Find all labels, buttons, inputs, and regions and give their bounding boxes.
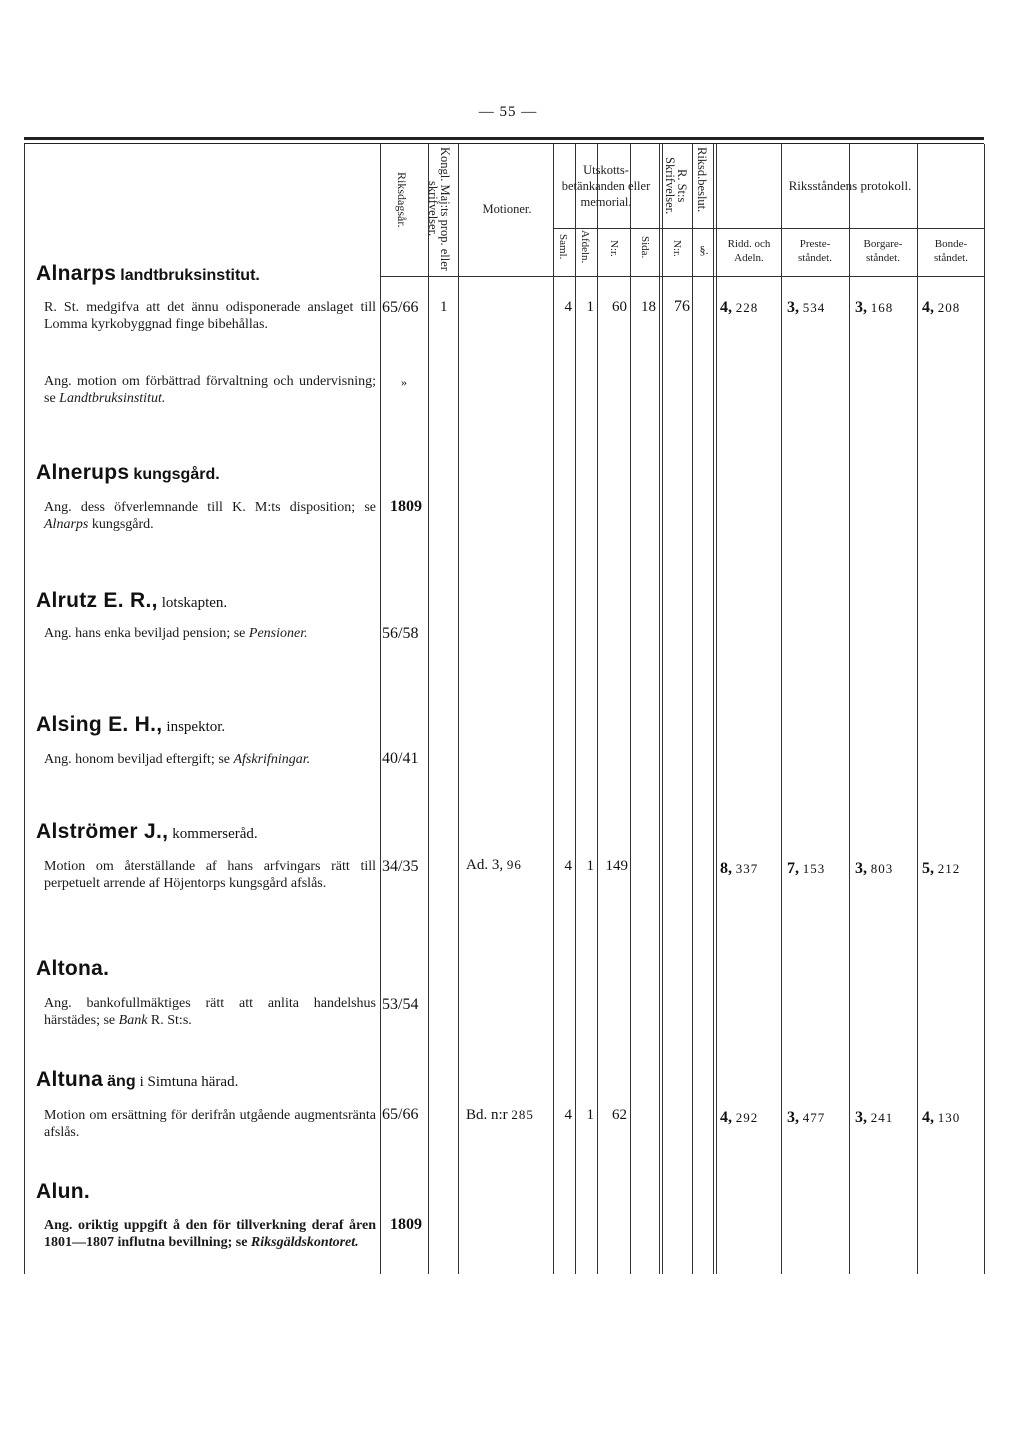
header-paragraf: §. <box>699 243 709 257</box>
year-cell: 56/58 <box>382 625 419 642</box>
header-preste: Preste-ståndet. <box>798 238 832 264</box>
entry-description: Ang. motion om förbättrad förvaltning och undervisning; se Landtbruksinstitut. <box>44 374 376 406</box>
col-divider <box>458 144 459 1274</box>
motion-cell: Bd. n:r 285 <box>466 1107 534 1123</box>
year-cell: 34/35 <box>382 858 419 875</box>
nr-cell: 149 <box>605 858 628 874</box>
borg-cell: 3, 803 <box>855 860 894 877</box>
bond-cell: 5, 212 <box>922 860 961 877</box>
col-divider <box>575 144 576 1274</box>
col-divider <box>630 144 631 1274</box>
col-divider <box>380 144 381 1274</box>
year-cell: » <box>401 375 407 389</box>
header-r-sts-nr: N:r. <box>671 240 683 257</box>
header-nr: N:r. <box>608 240 620 257</box>
entry-heading: Alrutz E. R., lotskapten. <box>36 589 228 612</box>
bond-cell: 4, 208 <box>922 299 961 316</box>
entry-description: Ang. bankofullmäktiges rätt att anlita handelshus härstädes; se Bank R. St:s. <box>44 996 376 1028</box>
header-utskotts: Utskotts-betänkanden eller memorial. <box>561 163 651 209</box>
header-ridd: Ridd. och Adeln. <box>727 238 771 264</box>
borg-cell: 3, 241 <box>855 1109 894 1126</box>
year-cell: 65/66 <box>382 299 419 316</box>
col-divider <box>781 144 782 1274</box>
entry-description: Ang. dess öfverlemnande till K. M:ts disposition; se Alnarps kungsgård. <box>44 500 376 532</box>
col-divider <box>713 144 714 1274</box>
col-divider <box>716 144 717 1274</box>
entry-description: R. St. medgifva att det ännu odisponerade anslaget till Lomma kyrkobyggnad finge bibehållas. <box>44 300 376 332</box>
col-divider <box>597 144 598 1274</box>
col-divider <box>428 144 429 1274</box>
entry-heading: Altuna äng i Simtuna härad. <box>36 1068 239 1091</box>
saml-cell: 4 <box>564 858 572 874</box>
col-divider <box>659 144 660 1274</box>
afd-cell: 1 <box>586 858 594 874</box>
bond-cell: 4, 130 <box>922 1109 961 1126</box>
col-divider <box>553 144 554 1274</box>
entry-description: Ang. oriktig uppgift å den för tillverkning deraf åren 1801—1807 influtna bevillning; se Riksgäldskontoret. <box>44 1218 376 1250</box>
entry-heading: Alun. <box>36 1180 90 1203</box>
header-afdeln: Afdeln. <box>579 230 591 264</box>
entry-heading: Alnarps landtbruksinstitut. <box>36 262 260 285</box>
nr-cell: 62 <box>612 1107 627 1123</box>
entry-heading: Alströmer J., kommerseråd. <box>36 820 258 843</box>
ridd-cell: 8, 337 <box>720 860 759 877</box>
saml-cell: 4 <box>564 299 572 315</box>
header-motioner: Motioner. <box>482 202 532 216</box>
prest-cell: 7, 153 <box>787 860 826 877</box>
nr-cell: 60 <box>612 299 627 315</box>
borg-cell: 3, 168 <box>855 299 894 316</box>
header-borgare: Borgare-ståndet. <box>863 238 903 264</box>
saml-cell: 4 <box>564 1107 572 1123</box>
header-protokoll: Riksståndens protokoll. <box>788 178 912 193</box>
sida-cell: 18 <box>641 299 656 315</box>
frame-right <box>984 144 985 1274</box>
year-cell: 40/41 <box>382 750 419 767</box>
col-divider <box>849 144 850 1274</box>
rsts-cell: 76 <box>674 298 690 315</box>
prest-cell: 3, 477 <box>787 1109 826 1126</box>
motion-cell: Ad. 3, 96 <box>466 857 522 873</box>
header-bottom-rule <box>380 276 984 277</box>
header-bonde: Bonde-ståndet. <box>934 238 968 264</box>
header-saml: Saml. <box>557 234 569 260</box>
year-cell: 53/54 <box>382 996 419 1013</box>
year-cell: 1809 <box>390 498 422 515</box>
afd-cell: 1 <box>586 1107 594 1123</box>
top-rule-thin <box>24 143 984 144</box>
entry-heading: Altona. <box>36 957 110 980</box>
header-r-sts: R. St:s Skrifvelser. <box>663 157 689 215</box>
year-cell: 1809 <box>390 1216 422 1233</box>
header-sub-rule <box>553 228 984 229</box>
prop-cell: 1 <box>440 299 448 315</box>
header-riksd-beslut: Riksd.beslut. <box>695 147 709 213</box>
entry-description: Motion om ersättning för derifrån utgående augmentsränta afslås. <box>44 1108 376 1140</box>
afd-cell: 1 <box>586 299 594 315</box>
frame-left <box>24 144 25 1274</box>
prest-cell: 3, 534 <box>787 299 826 316</box>
entry-description: Ang. honom beviljad eftergift; se Afskrifningar. <box>44 752 311 767</box>
entry-description: Ang. hans enka beviljad pension; se Pensioner. <box>44 626 308 641</box>
col-divider <box>692 144 693 1274</box>
header-kongl-prop: Kongl. Maj:ts prop. eller skrifvelser. <box>426 147 452 271</box>
header-riksdagsar: Riksdagsår. <box>395 172 409 228</box>
col-divider <box>662 144 663 1274</box>
ridd-cell: 4, 292 <box>720 1109 759 1126</box>
col-divider <box>917 144 918 1274</box>
year-cell: 65/66 <box>382 1106 419 1123</box>
header-sida: Sida. <box>639 236 651 259</box>
entry-description: Motion om återställande af hans arfvingars rätt till perpetuelt arrende af Höjentorps kungsgård afslås. <box>44 859 376 891</box>
entry-heading: Alnerups kungsgård. <box>36 461 220 484</box>
page-number: — 55 — <box>478 104 538 120</box>
top-rule <box>24 137 984 140</box>
entry-heading: Alsing E. H., inspektor. <box>36 713 226 736</box>
ridd-cell: 4, 228 <box>720 299 759 316</box>
